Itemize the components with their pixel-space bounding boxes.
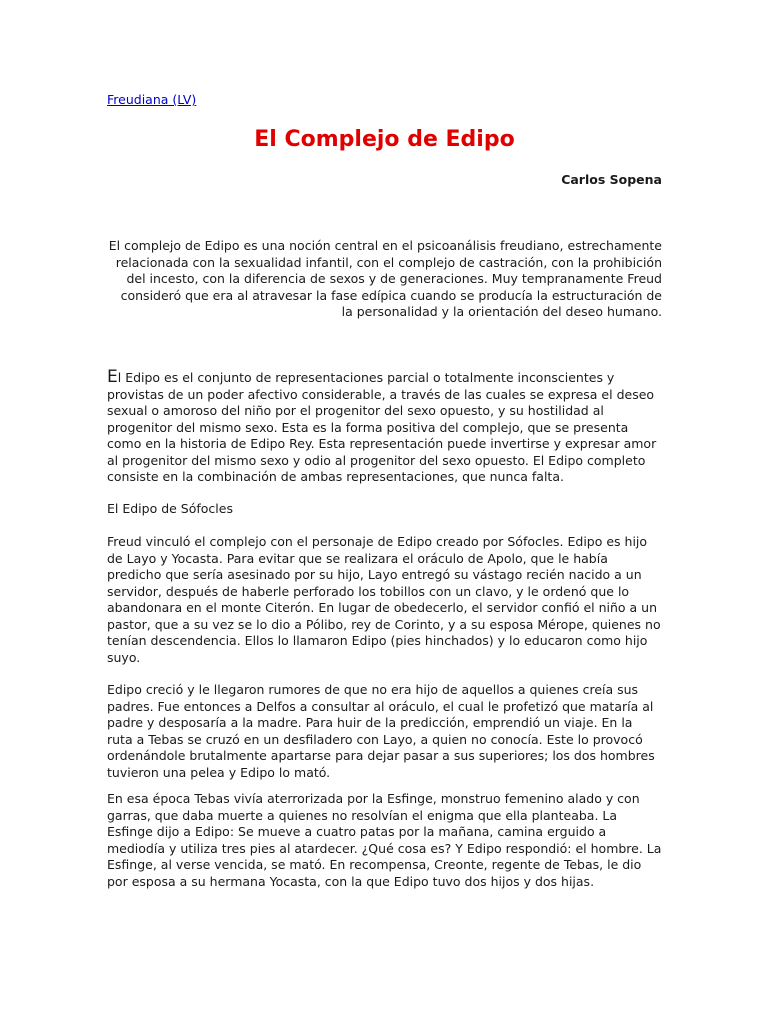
body-paragraph-2: Edipo creció y le llegaron rumores de que no era hijo de aquellos a quienes creía sus padres. Fue entonces a Delfos a consultar al oráculo, el cual le profetizó que mataría al padre y desposaría a la madre. Para huir de la predicción, emprendió un viaje. En la ruta a Tebas se cruzó en un desfiladero con Layo, a quien no conocía. Este lo provocó ordenándole brutalmente apartarse para dejar pasar a sus superiores; los dos hombres tuvieron una pelea y Edipo lo mató. (107, 682, 655, 780)
document-page (107, 0, 662, 1024)
intro-text: l Edipo es el conjunto de representaciones parcial o totalmente inconscientes y provistas de un poder afectivo considerable, a través de las cuales se expresa el deseo sexual o amoroso del niño por el progenitor del sexo opuesto, y su hostilidad al progenitor del mismo sexo. Esta es la forma positiva del complejo, que se presenta como en la historia de Edipo Rey. Esta representación puede invertirse y expresar amor al progenitor del mismo sexo y odio al progenitor del sexo opuesto. El Edipo completo consiste en la combinación de ambas representaciones, que nunca falta. (107, 370, 657, 484)
abstract-paragraph: El complejo de Edipo es una noción central en el psicoanálisis freudiano, estrechamente relacionada con la sexualidad infantil, con el complejo de castración, con la prohibición del incesto, con la diferencia de sexos y de generaciones. Muy tempranamente Freud consideró que era al atravesar la fase edípica cuando se producía la estructuración de la personalidad y la orientación del deseo humano. (108, 238, 662, 319)
page-title: El Complejo de Edipo (254, 127, 515, 152)
body-paragraph-3: En esa época Tebas vivía aterrorizada por la Esfinge, monstruo femenino alado y con garras, que daba muerte a quienes no resolvían el enigma que ella planteaba. La Esfinge dijo a Edipo: Se mueve a cuatro patas por la mañana, camina erguido a mediodía y utiliza tres pies al atardecer. ¿Qué cosa es? Y Edipo respondió: el hombre. La Esfinge, al verse vencida, se mató. En recompensa, Creonte, regente de Tebas, le dio por esposa a su hermana Yocasta, con la que Edipo tuvo dos hijos y dos hijas. (107, 791, 662, 889)
body-paragraph-1: Freud vinculó el complejo con el personaje de Edipo creado por Sófocles. Edipo es hijo de Layo y Yocasta. Para evitar que se realizara el oráculo de Apolo, que le había predicho que sería asesinado por su hijo, Layo entregó su vástago recién nacido a un servidor, después de haberle perforado los tobillos con un clavo, y le ordenó que lo abandonara en el monte Citerón. En lugar de obedecerlo, el servidor confió el niño a un pastor, que a su vez se lo dio a Pólibo, rey de Corinto, y a su esposa Mérope, quienes no tenían descendencia. Ellos lo llamaron Edipo (pies hinchados) y lo educaron como hijo suyo. (107, 534, 661, 665)
breadcrumb-link[interactable]: Freudiana (LV) (107, 92, 197, 107)
drop-cap: E (107, 367, 118, 387)
section-heading: El Edipo de Sófocles (107, 501, 233, 516)
intro-paragraph (107, 369, 662, 486)
author-name: Carlos Sopena (561, 172, 662, 187)
